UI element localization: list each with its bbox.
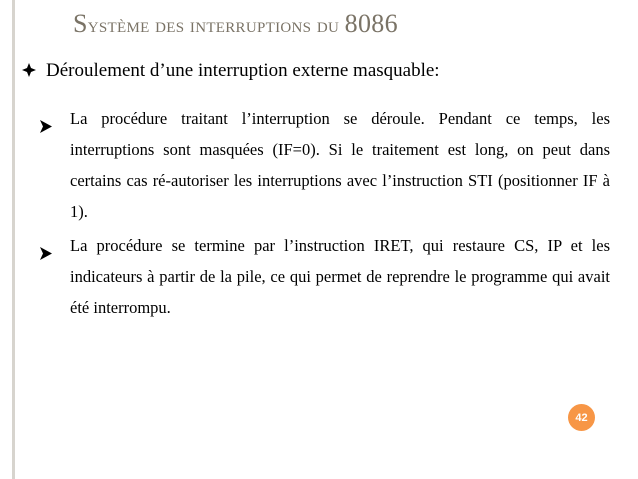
bullet-item-2-text: La procédure se termine par l’instruction IRET, qui restaure CS, IP et les indicateurs à partir de la pile, ce qui permet de reprendre le programme qui avait été interrompu. — [70, 236, 610, 317]
heading-text: Déroulement d’une interruption externe masquable: — [46, 60, 440, 81]
page-number-badge: 42 — [568, 404, 595, 431]
slide-title — [73, 9, 613, 39]
slide-left-rule — [12, 0, 15, 479]
bullet-item-1-text: La procédure traitant l’interruption se déroule. Pendant ce temps, les interruptions sont masquées (IF=0). Si le traitement est long, on peut dans certains cas ré-autoriser les interruptions avec l’instruction STI (positionner IF à 1). — [70, 109, 610, 221]
title-number: 8086 — [344, 9, 398, 38]
heading-bullet-line — [22, 60, 622, 82]
arrow-bullet-icon — [40, 112, 52, 125]
arrow-bullet-icon — [40, 239, 52, 252]
bullet-item-2 — [40, 230, 610, 323]
title-rest: ystème des interruptions du — [87, 13, 345, 37]
bullet-item-1 — [40, 103, 610, 227]
title-initial: S — [73, 9, 88, 38]
diamond-bullet-icon — [22, 63, 36, 77]
